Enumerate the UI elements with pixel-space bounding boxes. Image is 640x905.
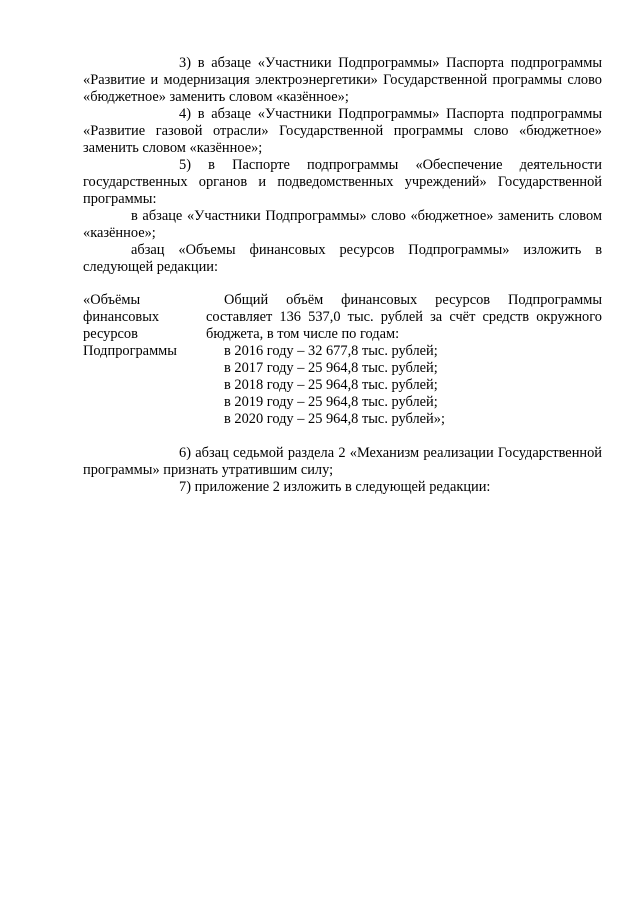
paragraph-subitem	[83, 208, 602, 242]
item-number: 7)	[179, 479, 191, 495]
paragraph-item-3	[83, 55, 602, 106]
document-body	[83, 55, 602, 496]
year-line: в 2016 году – 32 677,8 тыс. рублей;	[224, 343, 438, 359]
paragraph-subitem	[83, 242, 602, 276]
year-line: в 2018 году – 25 964,8 тыс. рублей;	[224, 377, 438, 393]
year-line: в 2020 году – 25 964,8 тыс. рублей»;	[224, 411, 445, 427]
item-number: 4)	[179, 106, 191, 122]
paragraph-text: в Паспорте подпрограммы «Обеспечение деятельности государственных органов и подведомственных учреждений» Государственной программы:	[83, 157, 602, 207]
financing-table	[83, 292, 602, 428]
paragraph-text: в абзаце «Участники Подпрограммы» Паспорта подпрограммы «Развитие и модернизация электроэнергетики» Государственной программы слово «бюджетное» заменить словом «казённое»;	[83, 55, 602, 105]
paragraph-text: абзац седьмой раздела 2 «Механизм реализации Государственной программы» признать утратившим силу;	[83, 445, 602, 478]
paragraph-text: в абзаце «Участники Подпрограммы» Паспорта подпрограммы «Развитие газовой отрасли» Государственной программы слово «бюджетное» заменить словом «казённое»;	[83, 106, 602, 156]
paragraph-text: приложение 2 изложить в следующей редакции:	[194, 479, 491, 495]
financing-details	[206, 292, 602, 428]
paragraph-text: абзац «Объемы финансовых ресурсов Подпрограммы» изложить в следующей редакции:	[83, 242, 602, 275]
item-number: 6)	[179, 445, 191, 461]
year-line: в 2017 году – 25 964,8 тыс. рублей;	[224, 360, 438, 376]
paragraph-text: в абзаце «Участники Подпрограммы» слово «бюджетное» заменить словом «казённое»;	[83, 208, 602, 241]
paragraph-item-4	[83, 106, 602, 157]
item-number: 3)	[179, 55, 191, 71]
financing-label: «Объёмы финансовых ресурсов Подпрограммы	[83, 292, 177, 359]
financing-summary: Общий объём финансовых ресурсов Подпрограммы составляет 136 537,0 тыс. рублей за счёт средств окружного бюджета, в том числе по годам:	[206, 292, 602, 342]
paragraph-item-6	[83, 445, 602, 479]
year-line: в 2019 году – 25 964,8 тыс. рублей;	[224, 394, 438, 410]
paragraph-item-7	[83, 479, 602, 496]
paragraph-item-5	[83, 157, 602, 208]
item-number: 5)	[179, 157, 191, 173]
